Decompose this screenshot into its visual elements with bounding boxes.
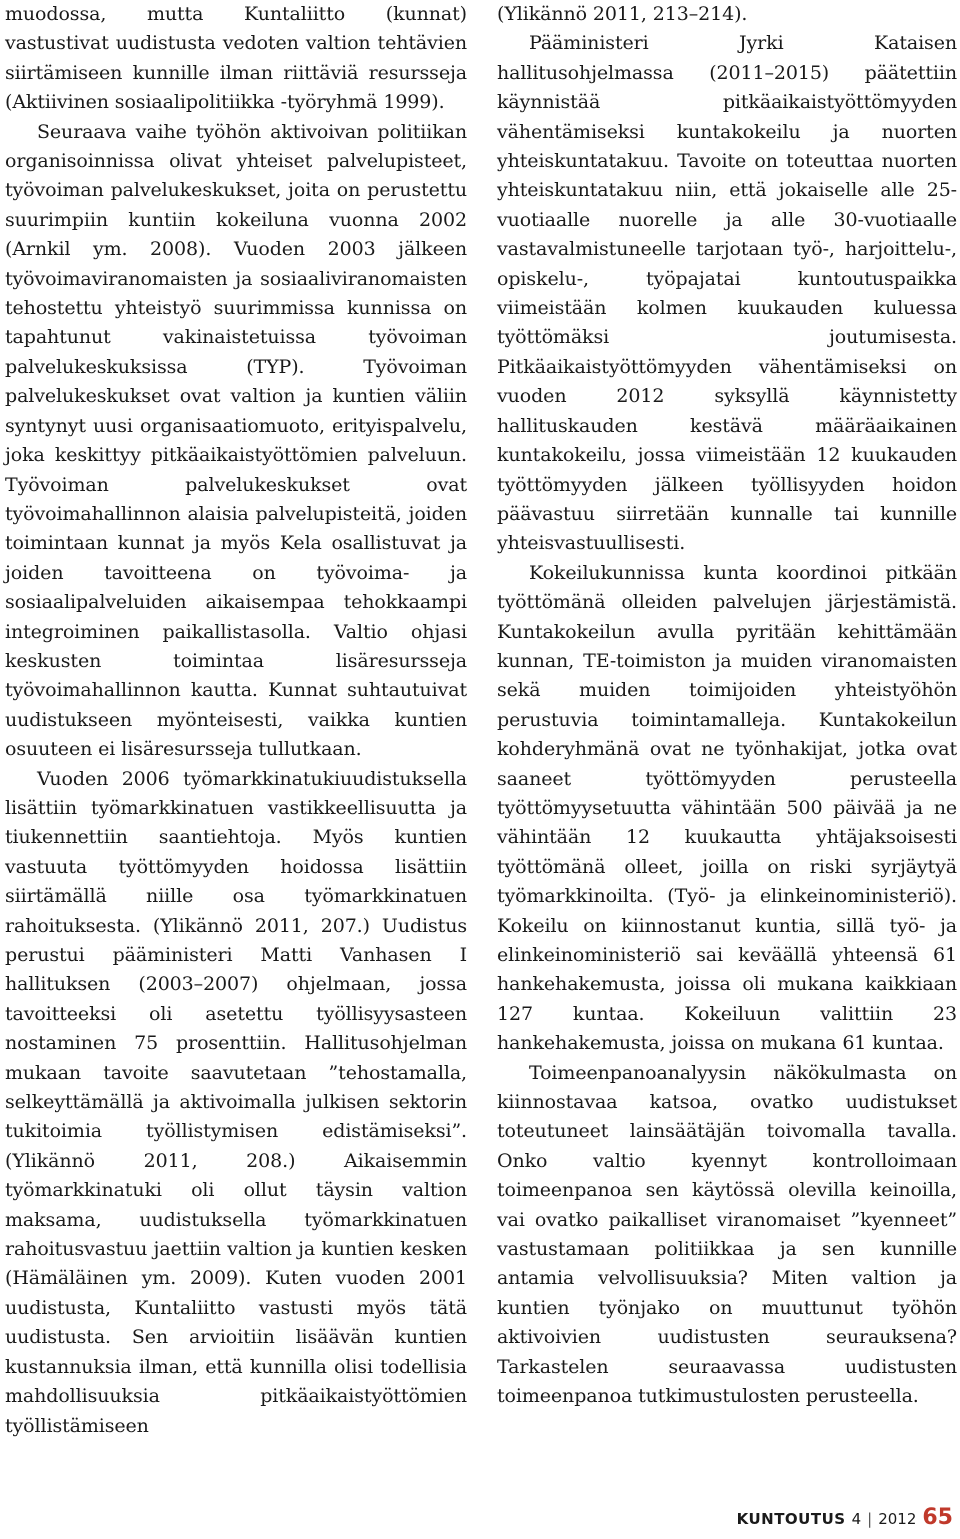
paragraph-citation-continuation: (Ylikännö 2011, 213–214). [497,3,748,25]
left-text-column [5,0,467,1441]
journal-name: KUNTOUTUS [736,1510,846,1528]
page-number: 65 [922,1505,953,1530]
issue-number: 4 [851,1510,862,1528]
paragraph-pilot-municipalities: Kokeilukunnissa kunta koordinoi pitkään työttömänä olleiden palvelujen järjestämistä. Kuntakokeilun avulla pyritään kehittämään kunnan, TE-toimiston ja muiden viranomaisten sekä muiden toimijoiden yhteistyöhön perustuvia toimintamalleja. Kuntakokeilun kohderyhmänä ovat ne työnhakijat, jotka ovat saaneet työttömyyden perusteella työttömyysetuutta vähintään 500 päivää ja ne vähintään 12 kuukautta yhtäjaksoisesti työttömänä olleet, joilla on riski syrjäytyä työmarkkinoilta. (Työ- ja elinkeinoministeriö). Kokeilu on kiinnostanut kuntia, sillä työ- ja elinkeinoministeriö sai keväällä yhteensä 61 hankehakemusta, joissa oli mukana kaikkiaan 127 kuntaa. Kokeiluun valittiin 23 hankehakemusta, joissa on mukana 61 kuntaa. [497,561,957,1055]
paragraph-2006-reform: Vuoden 2006 työmarkkinatukiuudistuksella lisättiin työmarkkinatuen vastikkeellisuutta ja tiukennettiin saantiehtoja. Myös kuntien vastuuta työttömyyden hoidossa lisättiin siirtämällä niille osa työmarkkinatuen rahoituksesta. (Ylikännö 2011, 207.) Uudistus perustui pääministeri Matti Vanhasen I hallituksen (2003–2007) ohjelmaan, jossa tavoitteeksi oli asetettu työllisyysasteen nostaminen 75 prosenttiin. Hallitusohjelman mukaan tavoite saavutetaan ”tehostamalla, selkeyttämällä ja aktivoimalla julkisen sektorin tukitoimia työllistymisen edistämiseksi”. (Ylikännö 2011, 208.) Aikaisemmin työmarkkinatuki oli ollut täysin valtion maksama, uudistuksella työmarkkinatuen rahoitusvastuu jaettiin valtion ja kuntien kesken (Hämäläinen ym. 2009). Kuten vuoden 2001 uudistusta, Kuntaliitto vastusti myös tätä uudistusta. Sen arvioitiin lisäävän kuntien kustannuksia ilman, että kunnilla olisi todellisia mahdollisuuksia pitkäaikaistyöttömien työllistämiseen [5,767,467,1437]
issue-year: 2012 [878,1510,917,1528]
paragraph-continuation: muodossa, mutta Kuntaliitto (kunnat) vastustivat uudistusta vedoten valtion tehtävien siirtämiseen kunnille ilman riittäviä resursseja (Aktiivinen sosiaalipolitiikka -työryhmä 1999). [5,3,467,114]
paragraph-service-centers: Seuraava vaihe työhön aktivoivan politiikan organisoinnissa olivat yhteiset palvelupisteet, työvoiman palvelukeskukset, joita on perustettu suurimpiin kuntiin kokeiluna vuonna 2002 (Arnkil ym. 2008). Vuoden 2003 jälkeen työvoimaviranomaisten ja sosiaaliviranomaisten tehostettu yhteistyö suurimmissa kunnissa on tapahtunut vakinaistetuissa työvoiman palvelukeskuksissa (TYP). Työvoiman palvelukeskukset ovat valtion ja kuntien väliin syntynyt uusi organisaatiomuoto, erityispalvelu, joka keskittyy pitkäaikaistyöttömien palveluun. Työvoiman palvelukeskukset ovat työvoimahallinnon alaisia palvelupisteitä, joiden toimintaan kunnat ja myös Kela osallistuvat ja joiden tavoitteena on työvoima- ja sosiaalipalveluiden aikaisempaa tehokkaampi integroiminen paikallistasolla. Valtio ohjasi keskusten toimintaa lisäresursseja työvoimahallinnon kautta. Kunnat suhtautuivat uudistukseen myönteisesti, vaikka kuntien osuuteen ei lisäresursseja tullutkaan. [5,120,467,761]
paragraph-katainen-program: Pääministeri Jyrki Kataisen hallitusohjelmassa (2011–2015) päätettiin käynnistää pitkäaikaistyöttömyyden vähentämiseksi kuntakokeilu ja nuorten yhteiskuntatakuu. Tavoite on toteuttaa nuorten yhteiskuntatakuu niin, että jokaiselle alle 25-vuotiaalle nuorelle ja alle 30-vuotiaalle vastavalmistuneelle tarjotaan työ-, harjoittelu-, opiskelu-, työpajatai kuntoutuspaikka viimeistään kolmen kuukauden kuluessa työttömäksi joutumisesta. Pitkäaikaistyöttömyyden vähentämiseksi on vuoden 2012 syksyllä käynnistetty hallituskauden kestävä määräaikainen kuntakokeilu, jossa viimeistään 12 kuukauden työttömyyden jälkeen työllisyyden hoidon päävastuu siirretään kunnalle tai kunnille yhteisvastuullisesti. [497,32,957,555]
right-text-column [497,0,957,1412]
page-footer [737,1505,953,1535]
paragraph-implementation-analysis: Toimeenpanoanalyysin näkökulmasta on kiinnostavaa katsoa, ovatko uudistukset toteutuneet lainsäätäjän toivomalla tavalla. Onko valtio kyennyt kontrolloimaan toimeenpanoa sen käytössä olevilla keinoilla, vai ovatko paikalliset viranomaiset ”kyenneet” vastustamaan politiikkaa ja sen kunnille antamia velvollisuuksia? Miten valtion ja kuntien työnjako on muuttunut työhön aktivoivien uudistusten seurauksena? Tarkastelen seuraavassa uudistusten toimeenpanoa tutkimustulosten perusteella. [497,1061,957,1408]
footer-separator: | [867,1510,873,1528]
